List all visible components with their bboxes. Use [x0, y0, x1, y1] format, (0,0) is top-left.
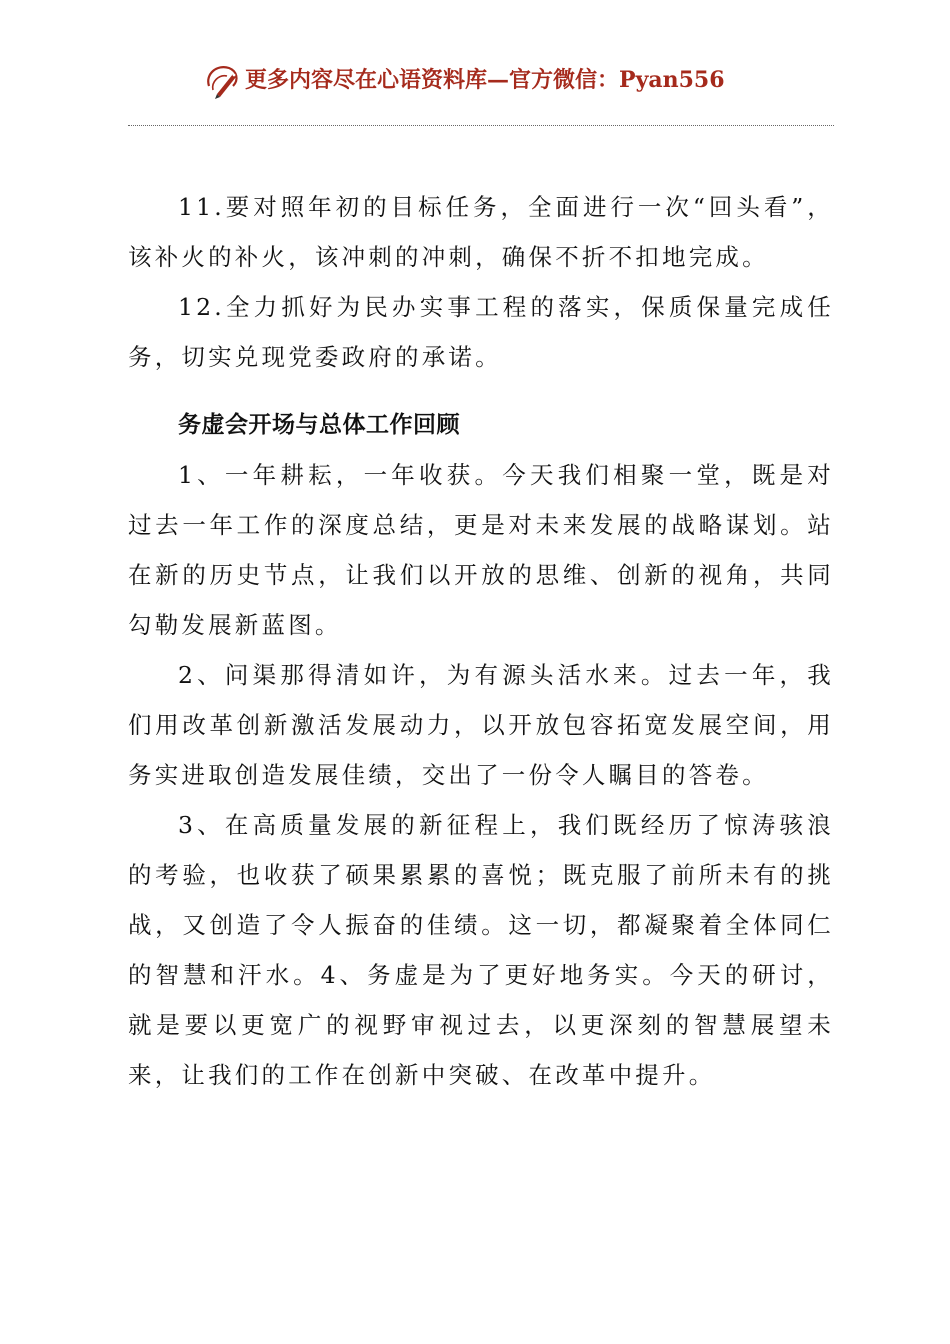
- document-body: [128, 182, 834, 1100]
- header-title-library: 更多内容尽在心语资料库: [245, 67, 488, 93]
- header-wechat-id: Pyan556: [619, 67, 725, 93]
- paragraph-point-3-4: 3、在高质量发展的新征程上，我们既经历了惊涛骇浪的考验，也收获了硕果累累的喜悦；既克服了前所未有的挑战，又创造了令人振奋的佳绩。这一切，都凝聚着全体同仁的智慧和汗水。4、务虚是为了更好地务实。今天的研讨，就是要以更宽广的视野审视过去，以更深刻的智慧展望未来，让我们的工作在创新中突破、在改革中提升。: [128, 811, 834, 1089]
- header-title: [245, 66, 725, 94]
- page-header: [0, 56, 950, 106]
- section-heading: 务虚会开场与总体工作回顾: [178, 411, 460, 438]
- paragraph-point-1: 1、一年耕耘，一年收获。今天我们相聚一堂，既是对过去一年工作的深度总结，更是对未来发展的战略谋划。站在新的历史节点，让我们以开放的思维、创新的视角，共同勾勒发展新蓝图。: [128, 461, 834, 639]
- paragraph-point-2: 2、问渠那得清如许，为有源头活水来。过去一年，我们用改革创新激活发展动力，以开放包容拓宽发展空间，用务实进取创造发展佳绩，交出了一份令人瞩目的答卷。: [128, 661, 834, 789]
- paragraph-item-11: 11.要对照年初的目标任务，全面进行一次“回头看”，该补火的补火，该冲刺的冲刺，确保不折不扣地完成。: [128, 193, 834, 271]
- pen-nib-swirl-icon: [203, 60, 243, 100]
- header-title-wechat-label: —官方微信：: [487, 67, 620, 93]
- paragraph-item-12: 12.全力抓好为民办实事工程的落实，保质保量完成任务，切实兑现党委政府的承诺。: [128, 293, 834, 371]
- header-divider: [128, 125, 834, 126]
